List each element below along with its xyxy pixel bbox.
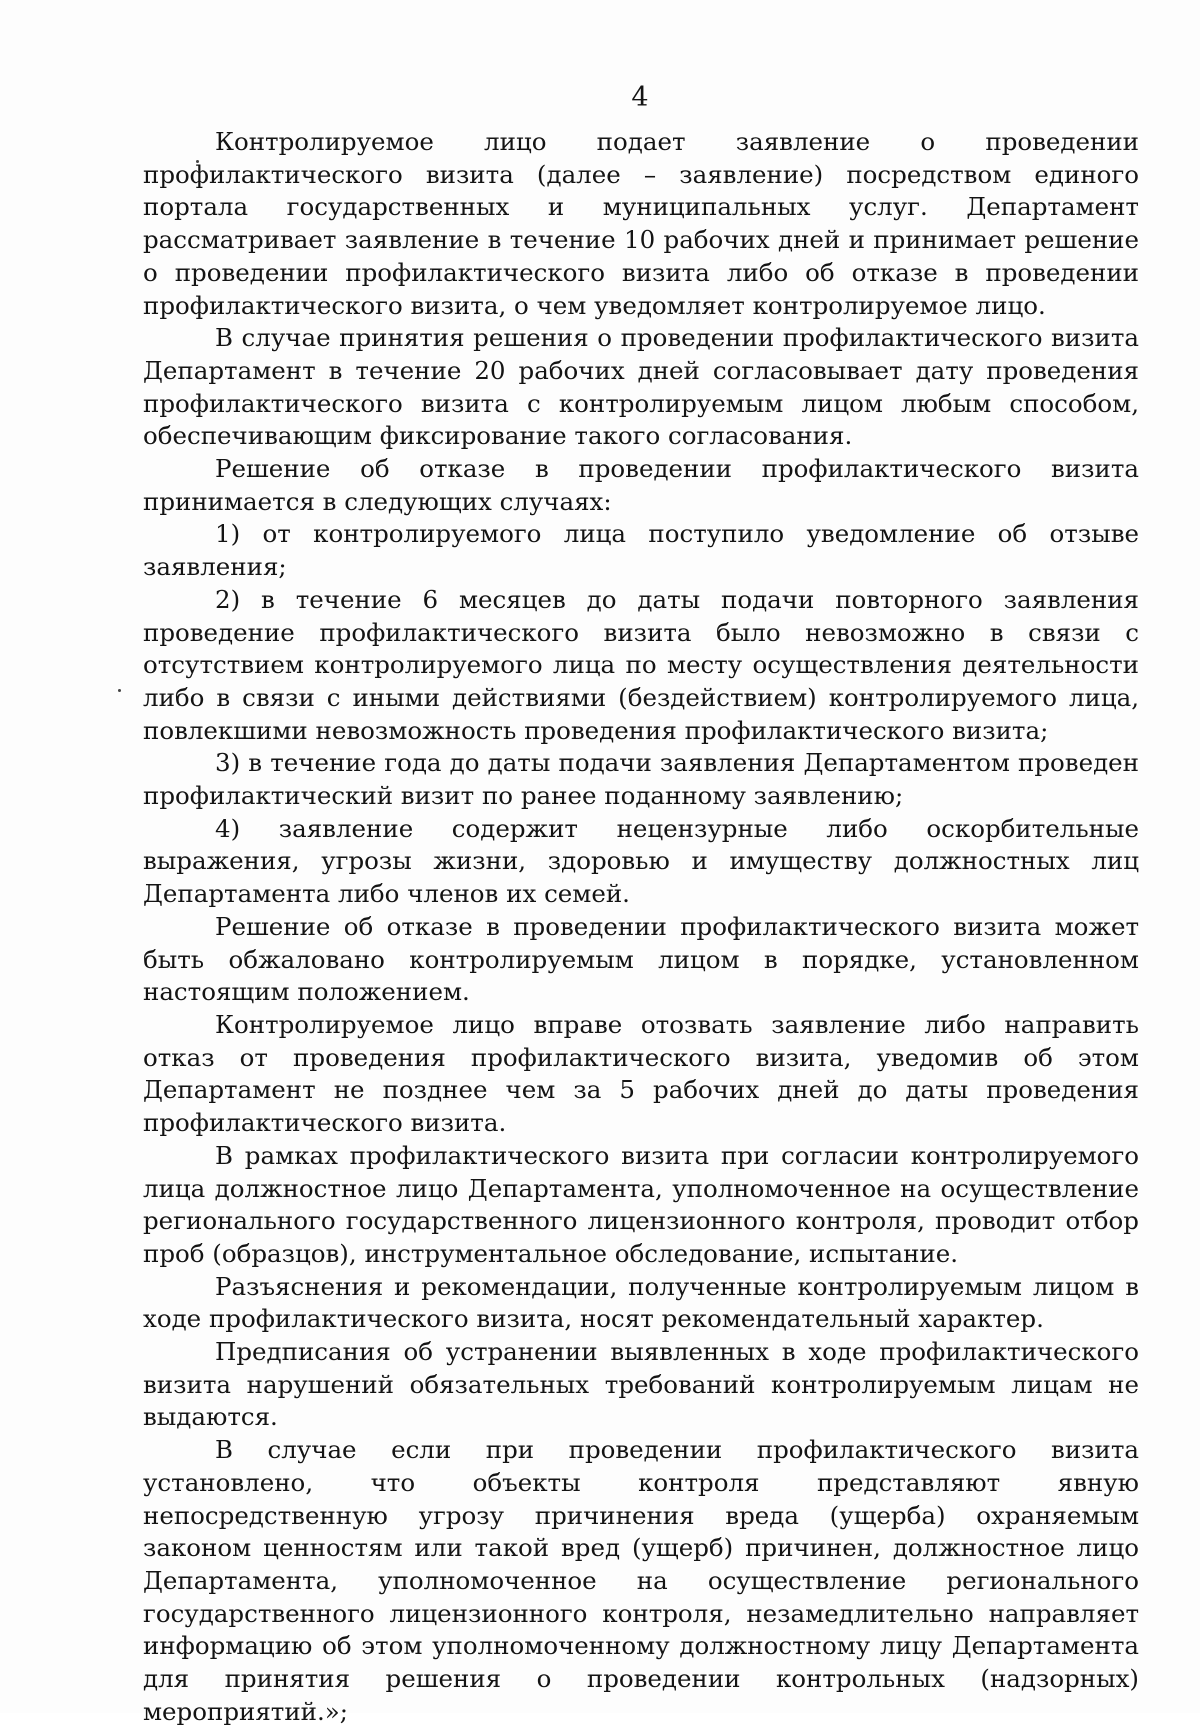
paragraph: Решение об отказе в проведении профилактического визита может быть обжаловано контролируемым лицом в порядке, установленном настоящим положением. xyxy=(143,911,1139,1007)
page-number: 4 xyxy=(631,82,649,113)
paragraph: Предписания об устранении выявленных в ходе профилактического визита нарушений обязательных требований контролируемым лицам не выдаются. xyxy=(143,1337,1139,1432)
paragraph: Контролируемое лицо подает заявление о проведении профилактического визита (далее – заявление) посредством единого портала государственных и муниципальных услуг. Департамент рассматривает заявление в течение 10 рабочих дней и принимает решение о проведении профилактического визита либо об отказе в проведении профилактического визита, о чем уведомляет контролируемое лицо. xyxy=(143,127,1139,320)
list-item: 3) в течение года до даты подачи заявления Департаментом проведен профилактический визит по ранее поданному заявлению; xyxy=(143,748,1139,811)
list-item: 4) заявление содержит нецензурные либо оскорбительные выражения, угрозы жизни, здоровью и имуществу должностных лиц Департамента либо членов их семей. xyxy=(143,813,1139,909)
list-item: 1) от контролируемого лица поступило уведомление об отзыве заявления; xyxy=(143,519,1139,582)
paragraph: В случае если при проведении профилактического визита установлено, что объекты контроля представляют явную непосредственную угрозу причинения вреда (ущерба) охраняемым законом ценностям или такой вред (ущерб) причинен, должностное лицо Департамента, уполномоченное на осуществление регионального государственного лицензионного контроля, незамедлительно направляет информацию об этом уполномоченному должностному лицу Департамента для принятия решения о проведении контрольных (надзорных) мероприятий.»; xyxy=(143,1435,1139,1726)
paragraph: Разъяснения и рекомендации, полученные контролируемым лицом в ходе профилактического визита, носят рекомендательный характер. xyxy=(143,1271,1139,1334)
paragraph: Контролируемое лицо вправе отозвать заявление либо направить отказ от проведения профилактического визита, уведомив об этом Департамент не позднее чем за 5 рабочих дней до даты проведения профилактического визита. xyxy=(143,1009,1139,1138)
list-item: 2) в течение 6 месяцев до даты подачи повторного заявления проведение профилактического визита было невозможно в связи с отсутствием контролируемого лица по месту осуществления деятельности либо в связи с иными действиями (бездействием) контролируемого лица, повлекшими невозможность проведения профилактического визита; xyxy=(143,584,1139,745)
paragraph: В случае принятия решения о проведении профилактического визита Департамент в течение 20 рабочих дней согласовывает дату проведения профилактического визита с контролируемым лицом любым способом, обеспечивающим фиксирование такого согласования. xyxy=(143,323,1139,451)
paragraph: Решение об отказе в проведении профилактического визита принимается в следующих случаях: xyxy=(143,454,1139,516)
scan-speck xyxy=(118,689,121,692)
document-body xyxy=(143,126,1139,1728)
paragraph: В рамках профилактического визита при согласии контролируемого лица должностное лицо Департамента, уполномоченное на осуществление регионального государственного лицензионного контроля, проводит отбор проб (образцов), инструментальное обследование, испытание. xyxy=(143,1140,1139,1268)
